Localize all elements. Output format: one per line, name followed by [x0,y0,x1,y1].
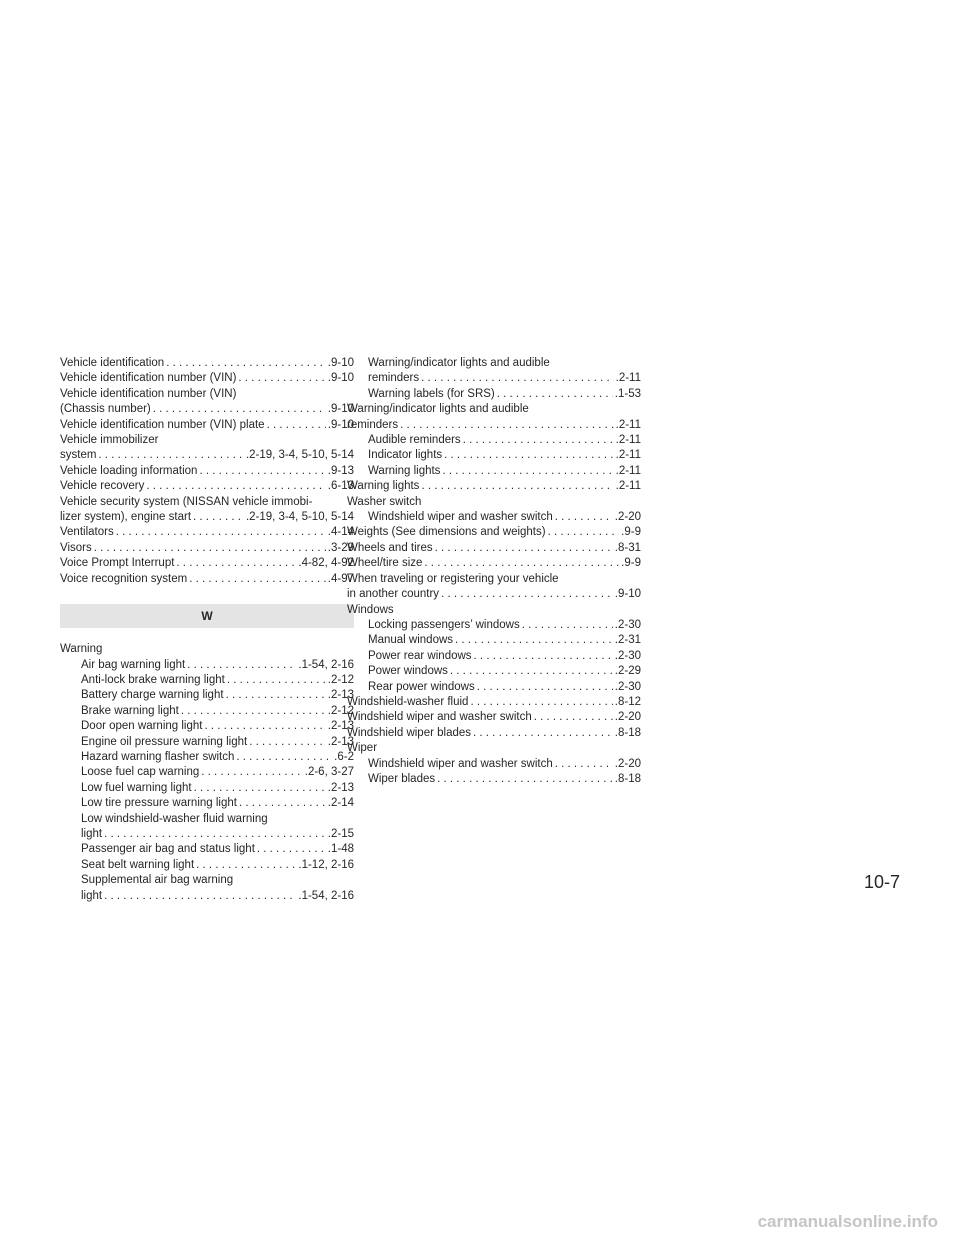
dot-leader [234,750,332,765]
entry-term: Door open warning light [81,720,203,733]
page-reference: .2-13 [327,781,354,794]
index-entry [60,418,354,433]
page-reference: .2-31 [614,634,641,647]
dot-leader [237,796,326,811]
page-reference: .2-11 [615,480,641,493]
page-reference: .4-82, 4-92 [298,557,354,570]
page-reference: .2-11 [615,372,641,385]
entry-term: Indicator lights [368,449,443,462]
entry-term: Vehicle identification number (VIN) plate [60,418,265,431]
page-reference: .2-20 [614,511,641,524]
page-reference: .2-11 [615,464,641,477]
dot-leader [440,464,613,479]
entry-term: Windshield wiper blades [347,726,472,739]
dot-leader [96,448,244,463]
entry-term: Warning lights [347,480,420,493]
index-subheading: Warning/indicator lights and audible [368,357,550,369]
page-reference: .2-30 [614,680,641,693]
index-column-right [347,356,641,787]
entry-term: Vehicle identification number (VIN) [60,372,237,385]
entry-term: Power windows [368,665,448,678]
page-reference: .1-53 [614,387,641,400]
index-entry [347,695,641,710]
page-reference: .2-20 [614,711,641,724]
entry-term: Windshield-washer fluid [347,695,469,708]
dot-leader [453,633,613,648]
dot-leader [247,735,326,750]
page-reference: .9-10 [327,357,354,369]
index-subentry [347,618,641,633]
index-subentry [60,781,354,796]
dot-leader [546,525,620,540]
page-reference: .2-30 [614,649,641,662]
entry-term: Low fuel warning light [81,781,192,794]
page-reference: .2-13 [327,689,354,702]
page-reference: .2-19, 3-4, 5-10, 5-14 [245,449,354,462]
dot-leader [532,710,613,725]
entry-term: (Chassis number) [60,403,151,416]
dot-leader [461,433,614,448]
index-subheading: Supplemental air bag warning [81,874,234,887]
index-entry [60,402,354,417]
dot-leader [265,418,326,433]
watermark: carmanualsonline.info [757,1212,938,1231]
index-subentry [60,704,354,719]
index-subentry [347,649,641,664]
entry-term: Hazard warning flasher switch [81,750,235,763]
page-reference: .2-14 [327,797,354,810]
index-subentry [60,688,354,703]
page-reference: .1-54, 2-16 [298,889,354,902]
dot-leader [191,510,244,525]
page-reference: .8-12 [614,695,641,708]
dot-leader [472,649,613,664]
index-heading: Warning/indicator lights and audible [347,403,529,416]
index-subentry [60,750,354,765]
index-subentry [347,772,641,787]
page-reference: .2-12 [327,673,354,686]
index-entry [60,371,354,386]
index-entry [60,556,354,571]
index-entry [60,448,354,463]
dot-leader [448,664,613,679]
index-heading: Warning [60,643,103,656]
page-reference: .2-30 [614,618,641,631]
index-heading: Windows [347,603,394,616]
page-reference: .2-15 [327,827,354,840]
dot-leader [419,371,614,386]
entry-term: Rear power windows [368,680,475,693]
entry-term: Voice Prompt Interrupt [60,557,175,570]
entry-term: Wheel/tire size [347,557,423,570]
index-subentry [347,680,641,695]
dot-leader [179,704,326,719]
page-number: 10-7 [863,872,900,892]
entry-term: Warning lights [368,464,441,477]
dot-leader [553,757,613,772]
dot-leader [255,842,326,857]
index-entry [347,479,641,494]
dot-leader [185,658,296,673]
page-reference: .2-12 [327,704,354,717]
dot-leader [187,572,326,587]
entry-term: Anti-lock brake warning light [81,673,225,686]
entry-term: Passenger air bag and status light [81,843,255,856]
dot-leader [471,726,613,741]
entry-term: light [81,889,103,902]
index-subentry [347,448,641,463]
index-entry [347,525,641,540]
entry-term: Warning labels (for SRS) [368,387,495,400]
entry-term: Ventilators [60,526,114,539]
entry-term: Windshield wiper and washer switch [368,757,553,770]
dot-leader [151,402,326,417]
entry-term: Power rear windows [368,649,472,662]
dot-leader [398,418,614,433]
page-reference: .9-10 [327,372,354,385]
page-reference: .2-29 [614,665,641,678]
index-subentry [60,765,354,780]
page-reference: .9-13 [327,464,354,477]
entry-term: Vehicle identification [60,357,165,369]
index-heading: Washer switch [347,495,422,508]
dot-leader [439,587,613,602]
entry-term: light [81,827,103,840]
entry-term: Manual windows [368,634,454,647]
page-reference: .1-12, 2-16 [298,858,354,871]
index-entry [60,525,354,540]
index-subentry [60,719,354,734]
index-heading: When traveling or registering your vehicle [347,572,559,585]
page-reference: .3-29 [327,541,354,554]
dot-leader [202,719,325,734]
index-entry [60,510,354,525]
entry-term: Weights (See dimensions and weights) [347,526,546,539]
index-subentry [347,633,641,648]
entry-term: Windshield wiper and washer switch [347,711,532,724]
index-entry [60,479,354,494]
page-reference: .9-10 [327,418,354,431]
page-reference: .9-9 [621,557,641,570]
page-reference: .2-11 [615,434,641,447]
dot-leader [520,618,613,633]
page-reference: .2-11 [615,418,641,431]
section-letter-heading: W [60,604,354,628]
dot-leader [192,781,326,796]
dot-leader [236,371,325,386]
entry-term: Wiper blades [368,772,436,785]
entry-term: Engine oil pressure warning light [81,735,248,748]
page-reference: .9-9 [621,526,641,539]
entry-term: Locking passengers’ windows [368,618,520,631]
dot-leader [174,556,296,571]
index-subentry [347,387,641,402]
entry-term: lizer system), engine start [60,511,192,524]
index-entry [60,541,354,556]
page-reference: .2-20 [614,757,641,770]
dot-leader [194,858,296,873]
index-subentry [347,510,641,525]
index-subheading: Low windshield-washer fluid warning [81,812,268,825]
page-reference: .6-13 [327,480,354,493]
dot-leader [475,680,613,695]
entry-term: Visors [60,541,92,554]
entry-term: Brake warning light [81,704,179,717]
entry-term: Loose fuel cap warning [81,766,200,779]
dot-leader [92,541,326,556]
entry-term: Windshield wiper and washer switch [368,511,553,524]
index-heading: Vehicle immobilizer [60,434,159,447]
page-reference: .9-10 [614,588,641,601]
index-subentry [60,658,354,673]
dot-leader [197,464,325,479]
dot-leader [144,479,325,494]
page-reference: .1-54, 2-16 [298,658,354,671]
page-reference: .4-14 [327,526,354,539]
entry-term: Audible reminders [368,434,461,447]
entry-term: reminders [347,418,399,431]
index-subentry [347,664,641,679]
page-reference: .4-97 [327,572,354,585]
index-column-left [60,356,354,904]
page-reference: .6-2 [334,750,354,763]
entry-term: system [60,449,97,462]
page-reference: .2-6, 3-27 [304,766,354,779]
index-heading: Vehicle security system (NISSAN vehicle immobi- [60,495,313,508]
dot-leader [495,387,613,402]
dot-leader [225,673,326,688]
dot-leader [422,556,619,571]
dot-leader [102,889,296,904]
index-subentry [347,433,641,448]
index-subentry [347,371,641,386]
dot-leader [433,541,613,556]
entry-term: Seat belt warning light [81,858,195,871]
page-reference: .9-10 [327,403,354,416]
entry-term: Battery charge warning light [81,689,224,702]
index-entry [60,464,354,479]
page-reference: .1-48 [327,843,354,856]
page-reference: .2-11 [615,449,641,462]
entry-term: Wheels and tires [347,541,433,554]
page-reference: .8-31 [614,541,641,554]
dot-leader [224,688,326,703]
index-heading: Wiper [347,742,378,755]
index-subentry [60,735,354,750]
index-subentry [60,889,354,904]
dot-leader [114,525,326,540]
index-subentry [60,842,354,857]
dot-leader [435,772,613,787]
index-entry [347,587,641,602]
entry-term: reminders [368,372,420,385]
index-entry [60,356,354,371]
page-reference: .2-13 [327,720,354,733]
dot-leader [442,448,613,463]
index-entry [347,726,641,741]
dot-leader [102,827,326,842]
index-entry [347,541,641,556]
index-subentry [347,464,641,479]
page-reference: .2-13 [327,735,354,748]
index-entry [347,710,641,725]
index-subentry [60,827,354,842]
entry-term: Vehicle recovery [60,480,145,493]
entry-term: Voice recognition system [60,572,188,585]
index-heading: Vehicle identification number (VIN) [60,387,237,400]
page-reference: .8-18 [614,726,641,739]
index-entry [60,572,354,587]
page-reference: .2-19, 3-4, 5-10, 5-14 [245,511,354,524]
dot-leader [419,479,613,494]
dot-leader [468,695,612,710]
entry-term: Vehicle loading information [60,464,198,477]
index-subentry [347,757,641,772]
entry-term: Air bag warning light [81,658,186,671]
entry-term: in another country [347,588,440,601]
dot-leader [164,356,326,371]
index-subentry [60,796,354,811]
index-subentry [60,858,354,873]
page-reference: .8-18 [614,772,641,785]
entry-term: Low tire pressure warning light [81,797,237,810]
dot-leader [553,510,613,525]
index-entry [347,418,641,433]
index-entry [347,556,641,571]
dot-leader [199,765,302,780]
index-subentry [60,673,354,688]
